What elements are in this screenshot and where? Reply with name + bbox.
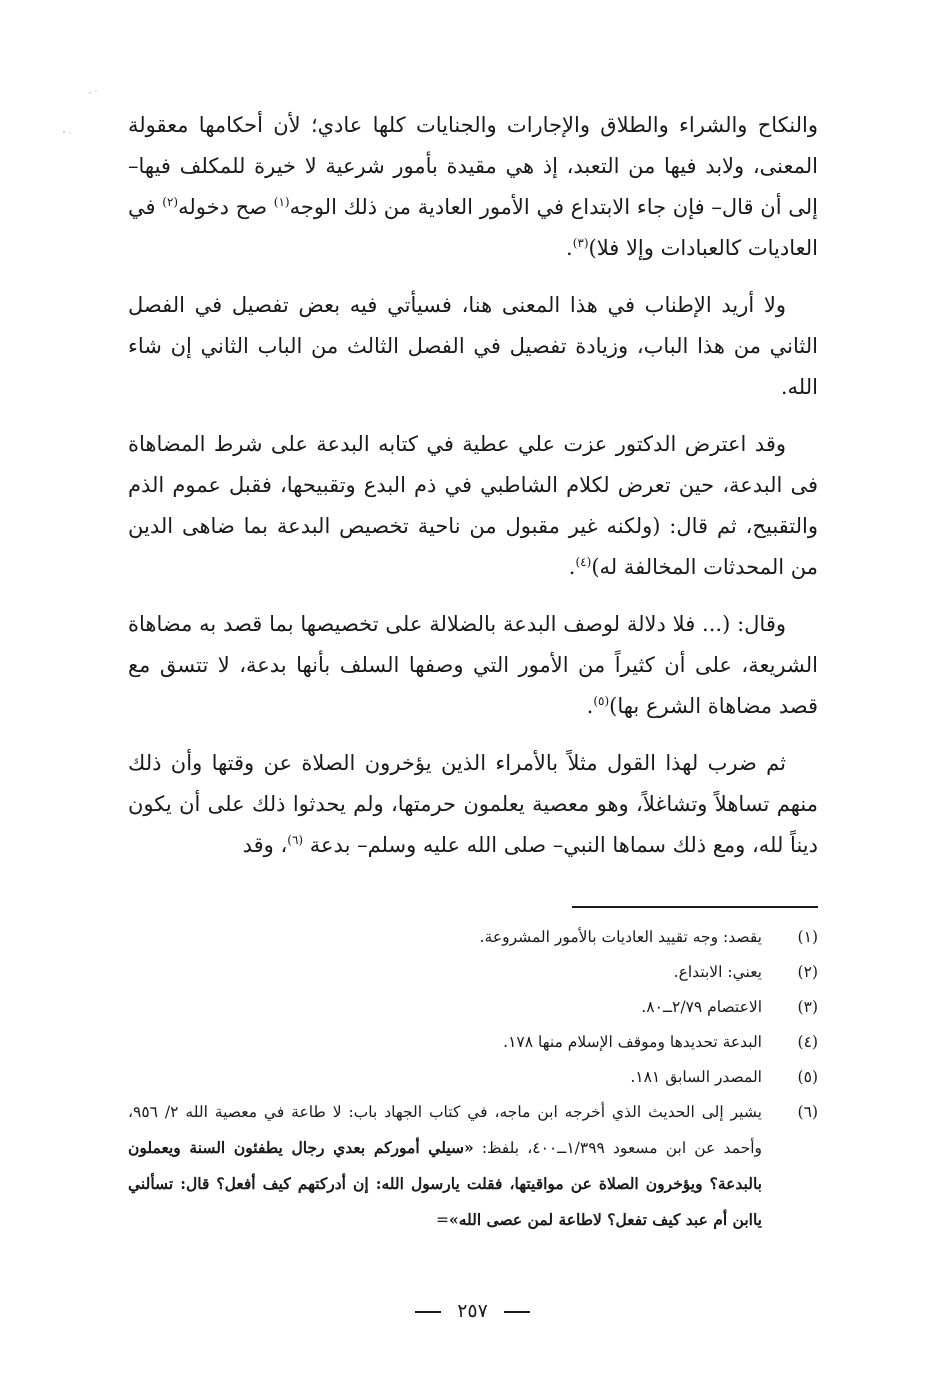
paragraph-text: في العاديات كالعبادات وإلا فلا) (128, 195, 818, 260)
footnote-reference: (٤) (575, 555, 592, 569)
footnote-text (128, 955, 762, 990)
footnote-reference: (٦) (287, 833, 304, 847)
page-number-dash-right (415, 1311, 441, 1313)
paragraph-text: والنكاح والشراء والطلاق والإجارات والجنايات كلها عادي؛ لأن أحكامها معقولة المعنى، ولابد فيها من التعبد، إذ هي مقيدة بأمور شرعية لا خيرة للمكلف فيها– إلى أن قال– فإن جاء الابتداع في الأمور العادية من ذلك الوجه (128, 113, 818, 219)
footnote-text-plain: يقصد: وجه تقييد العاديات بالأمور المشروعة. (479, 928, 762, 946)
footnote-text (128, 1095, 762, 1238)
paragraph (128, 743, 818, 866)
page-number-dash-left (504, 1311, 530, 1313)
footnote (128, 990, 818, 1025)
footnote-number: (٤) (797, 1033, 818, 1051)
paragraph-text: ولا أريد الإطناب في هذا المعنى هنا، فسيأتي فيه بعض تفصيل في الفصل الثاني من هذا الباب، وزيادة تفصيل في الفصل الثالث من الباب الثاني إن شاء الله. (128, 293, 818, 399)
footnote-separator (572, 906, 818, 908)
footnote-number: (٦) (797, 1103, 818, 1121)
page-number-value: ٢٥٧ (457, 1300, 488, 1322)
footnote-reference: (١) (273, 195, 290, 209)
footnote-text (128, 1060, 762, 1095)
footnote-number: (٢) (797, 963, 818, 981)
footnote (128, 1095, 818, 1238)
footnote-number: (٣) (797, 998, 818, 1016)
main-text (128, 105, 818, 882)
footnote-text (128, 990, 762, 1025)
paragraph (128, 424, 818, 588)
paragraph (128, 285, 818, 408)
footnote (128, 920, 818, 955)
footnote (128, 1060, 818, 1095)
footnote-text-plain: يشير إلى الحديث الذي أخرجه ابن ماجه، في كتاب الجهاد باب: لا طاعة في معصية الله ٢/ ٩٥٦، وأحمد عن ابن مسعود ١/٣٩٩ــ٤٠٠، بلفظ: (128, 1103, 762, 1157)
footnote-text-plain: يعني: الابتداع. (673, 963, 762, 981)
page-number (0, 1300, 945, 1322)
footnote-text (128, 920, 762, 955)
footnote-number: (١) (797, 928, 818, 946)
footnote-reference: (٣) (572, 236, 589, 250)
paragraph (128, 105, 818, 269)
paragraph (128, 604, 818, 727)
paragraph-text: ثم ضرب لهذا القول مثلاً بالأمراء الذين يؤخرون الصلاة عن وقتها وأن ذلك منهم تساهلاً وتشاغلاً، وهو معصية يعلمون حرمتها، ولم يحدثوا ذلك على أن يكون ديناً لله، ومع ذلك سماها النبي– صلى الله عليه وسلم– بدعة (128, 751, 818, 857)
paragraph-text: وقد اعترض الدكتور عزت علي عطية في كتابه البدعة على شرط المضاهاة فى البدعة، حين تعرض لكلام الشاطبي في ذم البدع وتقبيحها، فقبل عموم الذم والتقبيح، ثم قال: (ولكنه غير مقبول من ناحية تخصيص البدعة بما ضاهى الدين من المحدثات المخالفة له) (128, 432, 818, 579)
footnote-reference: (٢) (162, 195, 179, 209)
footnote (128, 1025, 818, 1060)
paragraph-text: . (568, 555, 576, 579)
footnote-text-plain: البدعة تحديدها وموقف الإسلام منها ١٧٨. (503, 1033, 762, 1051)
footnote-reference: (٥) (593, 694, 610, 708)
paragraph-text: . (566, 236, 573, 260)
paragraph-text: صح دخوله (178, 195, 274, 219)
paragraph-text: ، وقد (242, 833, 288, 857)
footnote (128, 955, 818, 990)
footnote-number: (٥) (797, 1068, 818, 1086)
paragraph-text: . (586, 694, 594, 718)
footnote-continuation-mark: = (436, 1211, 449, 1229)
paragraph-text: وقال: (... فلا دلالة لوصف البدعة بالضلالة على تخصيصها بما قصد به مضاهاة الشريعة، على أن كثيراً من الأمور التي وصفها السلف بأنها بدعة، لا تتسق مع قصد مضاهاة الشرع بها) (128, 612, 818, 718)
footnote-text-plain: المصدر السابق ١٨١. (630, 1068, 762, 1086)
footnote-text (128, 1025, 762, 1060)
footnotes (128, 920, 818, 1238)
scan-specks (60, 60, 120, 140)
footnote-hadith-quote: «سيلي أموركم بعدي رجال يطفئون السنة ويعملون بالبدعة؟ ويؤخرون الصلاة عن مواقيتها، فقلت يارسول الله: إن أدركتهم كيف أفعل؟ قال: تسألني ياابن أم عبد كيف تفعل؟ لاطاعة لمن عصى الله» (128, 1138, 762, 1229)
footnote-text-plain: الاعتصام ٢/٧٩ــ٨٠. (641, 998, 762, 1016)
